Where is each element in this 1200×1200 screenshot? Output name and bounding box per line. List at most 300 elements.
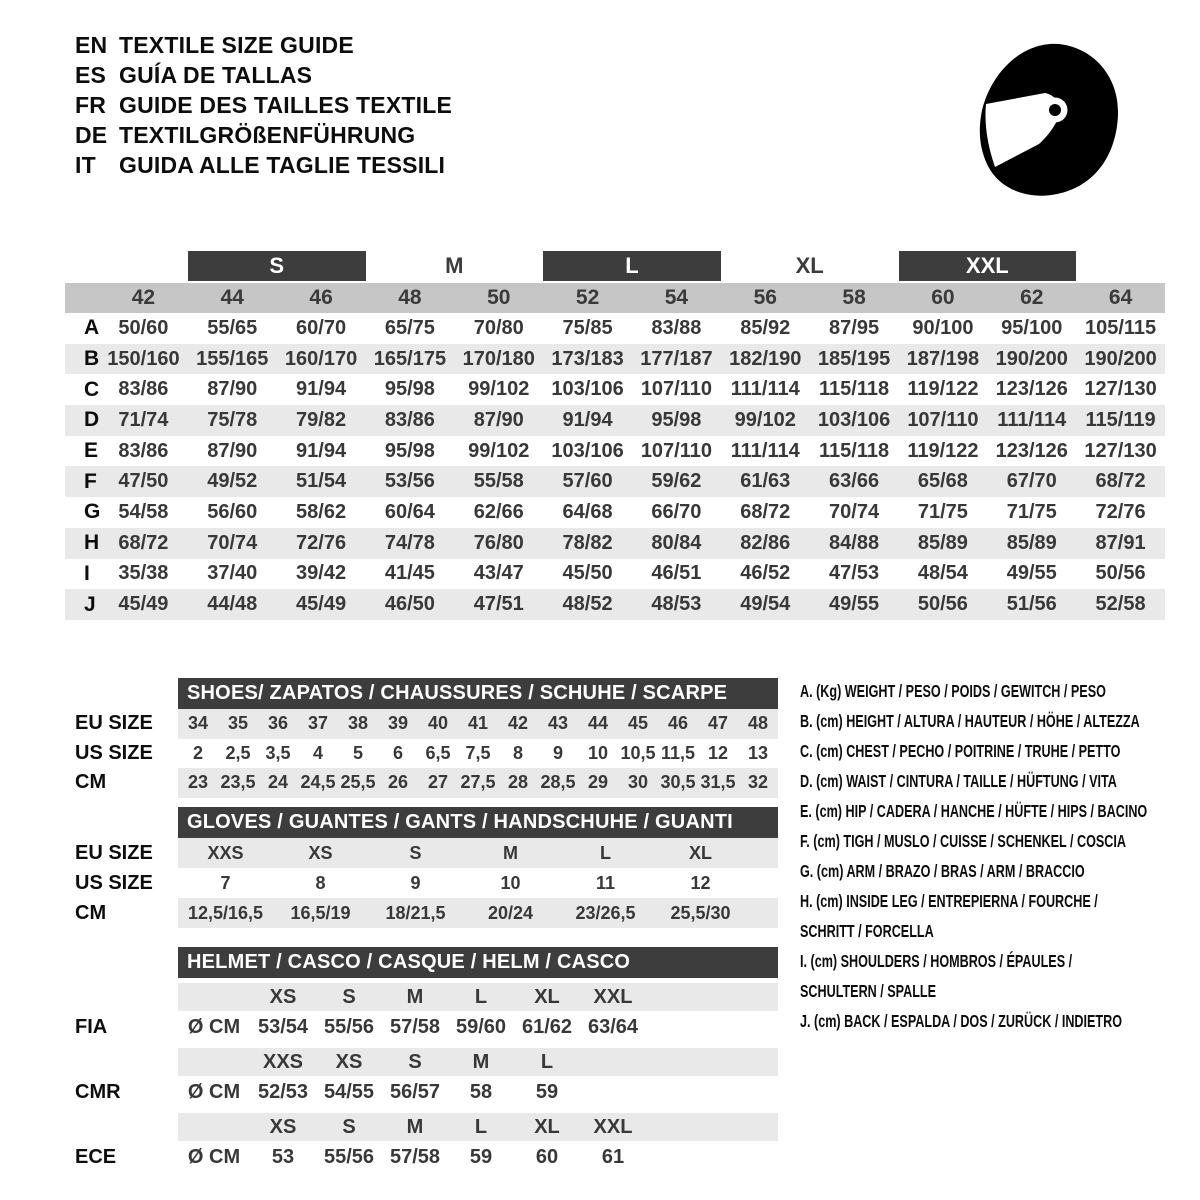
size-value: XS [308,842,333,863]
size-value: 51/54 [296,470,347,493]
size-value: 31,5 [700,772,736,793]
size-value: 60/64 [384,500,435,523]
size-group-xl: XL [795,253,824,278]
textile-size-table [65,251,1165,620]
size-value: 68/72 [118,531,169,554]
size-label: XXS [262,1050,304,1073]
unit-cell: Ø CM [187,1145,241,1168]
column-header: 50 [487,286,511,309]
column-header: 64 [1108,286,1133,309]
size-value: 28,5 [540,772,576,793]
size-value: 74/78 [384,531,435,554]
size-value: 30,5 [660,772,696,793]
racing-helmet-icon [973,40,1125,198]
size-value: 2,5 [225,742,251,763]
size-row [65,868,778,898]
size-value: 62/66 [473,500,524,523]
size-value: 99/102 [468,439,530,462]
helmet-size-header-cmr [65,1048,778,1076]
legend-item-g [800,856,1195,886]
size-group-xxl: XXL [899,251,1077,281]
helmet-value-row-cmr [65,1076,778,1108]
legend-line: H. (cm) INSIDE LEG / ENTREPIERNA / FOURCHE / [800,891,1098,911]
size-value: 50/60 [118,316,169,339]
size-value: 10 [500,872,521,893]
row-label: CM [75,771,107,794]
size-value: 24,5 [300,772,336,793]
size-group-l: L [543,251,721,281]
size-value: 103/106 [551,439,624,462]
size-value: 103/106 [817,408,891,431]
language-title: GUIDE DES TAILLES TEXTILE [119,92,452,118]
size-value: 95/100 [1001,316,1063,339]
language-row [75,90,452,120]
size-value: 71/75 [917,500,968,523]
size-value: 43/47 [473,562,524,585]
row-label: F [84,469,97,493]
size-value: 37/40 [207,562,258,585]
size-value: 70/74 [207,531,258,554]
size-value: 63/64 [587,1015,639,1038]
size-value: 103/106 [551,378,624,401]
size-value: 12,5/16,5 [187,902,264,923]
size-value: 71/75 [1006,500,1057,523]
size-label: XXL [593,1115,633,1138]
size-value: 52/58 [1095,593,1146,616]
size-value: 150/160 [107,347,180,370]
row-label: US SIZE [75,871,153,894]
size-value: 56/60 [207,500,258,523]
size-value: 45/49 [118,593,169,616]
size-value: 105/115 [1084,316,1157,339]
size-value: 9 [410,872,421,893]
size-value: 63/66 [829,470,880,493]
legend-line: E. (cm) HIP / CADERA / HANCHE / HÜFTE / HIPS / BACINO [800,801,1148,821]
size-value: 72/76 [1095,500,1146,523]
size-label: XXL [593,985,633,1008]
size-value: 83/86 [384,408,435,431]
size-value: 57/60 [562,470,613,493]
size-value: 48/54 [917,562,968,585]
size-label: M [406,1115,424,1138]
size-cells [178,1011,778,1043]
language-code: IT [75,152,96,178]
legend-item-c [800,736,1195,766]
size-value: 9 [552,742,563,763]
size-value: 3,5 [265,742,291,763]
size-value: 46/50 [384,593,435,616]
size-value: 48/53 [651,593,702,616]
row-label: E [84,439,99,463]
size-label: M [472,1050,490,1073]
size-value: 173/183 [551,347,624,370]
row-label: B [84,347,100,371]
size-value: 12 [707,742,729,763]
size-value: 60 [535,1145,559,1168]
size-value: 165/175 [373,347,447,370]
size-value: 119/122 [907,378,979,401]
language-title: TEXTILE SIZE GUIDE [119,32,354,58]
column-header: 52 [575,286,600,309]
size-value: 87/91 [1095,531,1146,554]
size-value: 55/58 [473,470,524,493]
size-value: 123/126 [995,439,1068,462]
size-value: 59/60 [455,1015,507,1038]
size-label: XS [269,985,297,1008]
size-cells [178,838,778,868]
size-value: 45/50 [562,562,613,585]
size-value: 123/126 [995,378,1068,401]
size-cells [178,1141,778,1173]
size-value: 76/80 [473,531,524,554]
size-value: 48/52 [562,593,613,616]
size-label: L [474,1115,488,1138]
size-value: 90/100 [912,316,974,339]
size-label: L [474,985,488,1008]
size-label: M [406,985,424,1008]
legend-line: A. (Kg) WEIGHT / PESO / POIDS / GEWITCH / PESO [800,681,1106,701]
size-value: 91/94 [562,408,613,431]
size-value: 39 [387,713,409,734]
row-label: A [84,316,100,340]
size-value: 58/62 [296,500,347,523]
measurement-row-h [65,528,1165,559]
size-value: 55/65 [207,316,258,339]
size-value: 119/122 [907,439,979,462]
size-value: 28 [507,772,529,793]
language-code: FR [75,92,107,118]
size-label: XS [335,1050,363,1073]
size-cells [178,1048,778,1076]
size-value: 111/114 [730,439,800,462]
measurement-row-f [65,466,1165,497]
size-value: 55/56 [323,1145,375,1168]
size-value: 6 [392,742,403,763]
language-code: ES [75,62,107,88]
size-value: 54/58 [118,500,169,523]
column-header: 42 [131,286,156,309]
size-value: 30 [627,772,649,793]
standard-label: ECE [75,1145,117,1168]
size-value: 84/88 [829,531,880,554]
helmet-size-table [65,947,778,1173]
size-value: 58 [469,1080,493,1103]
shoes-section-title: SHOES/ ZAPATOS / CHAUSSURES / SCHUHE / SCARPE [178,678,778,709]
language-code: EN [75,32,108,58]
measurement-row-i [65,559,1165,590]
helmet-value-row-ece [65,1141,778,1173]
language-row [75,120,452,150]
row-label [65,1113,178,1141]
unit-cell: Ø CM [187,1080,241,1103]
size-value: 99/102 [734,408,796,431]
size-value: 34 [187,713,209,734]
size-value: 27,5 [460,772,496,793]
size-value: 170/180 [462,347,535,370]
size-value: 72/76 [296,531,347,554]
size-value: 83/86 [118,439,169,462]
size-value: 51/56 [1006,593,1057,616]
size-value: XXS [207,842,244,863]
size-value: 79/82 [296,408,347,431]
size-value: 10 [587,742,609,763]
size-cells [178,983,778,1011]
size-value: 8 [315,872,326,893]
size-value: 59 [469,1145,493,1168]
helmet-value-row-fia [65,1011,778,1043]
row-label [65,983,178,1011]
row-label: US SIZE [75,741,153,764]
size-value: 57/58 [389,1145,441,1168]
size-value: 35/38 [118,562,169,585]
size-value: 52/53 [257,1080,309,1103]
row-label: EU SIZE [75,712,153,735]
column-header: 44 [220,286,244,309]
measurement-row-d [65,405,1165,436]
size-value: 7 [220,872,231,893]
size-cells [178,739,778,769]
size-value: 23 [187,772,209,793]
legend-item-a [800,676,1195,706]
legend-item-h [800,886,1195,946]
size-value: 46/52 [740,562,791,585]
row-label: EU SIZE [75,841,153,864]
size-value: 41/45 [384,562,435,585]
size-value: 85/89 [1006,531,1057,554]
size-value: 11,5 [660,742,696,763]
size-value: 115/118 [819,439,890,462]
measurement-rows [65,313,1165,620]
legend-line: SCHULTERN / SPALLE [800,981,937,1001]
size-value: 61 [601,1145,625,1168]
size-value: 38 [347,713,369,734]
size-value: 29 [587,772,609,793]
language-title-list [75,30,452,180]
size-value: M [503,842,518,863]
size-value: 27 [427,772,449,793]
size-value: S [409,842,422,863]
legend-item-i [800,946,1195,1006]
gloves-section-title: GLOVES / GUANTES / GANTS / HANDSCHUHE / GUANTI [178,807,778,838]
size-value: 25,5/30 [670,902,731,923]
size-value: 39/42 [296,562,347,585]
size-value: 10,5 [620,742,656,763]
size-row [65,768,778,798]
size-value: 85/92 [740,316,791,339]
size-value: 44 [587,713,609,734]
legend-line: B. (cm) HEIGHT / ALTURA / HAUTEUR / HÖHE / ALTEZZA [800,711,1140,731]
size-value: 35 [227,713,249,734]
size-value: 87/90 [473,408,524,431]
size-value: 16,5/19 [290,902,351,923]
size-value: 12 [690,872,711,893]
size-value: 107/110 [907,408,979,431]
size-value: 85/89 [917,531,968,554]
size-value: 160/170 [284,347,358,370]
size-value: 42 [507,713,529,734]
size-value: 95/98 [651,408,702,431]
size-value: 75/85 [562,316,613,339]
size-value: 53/54 [257,1015,309,1038]
column-header: 54 [664,286,689,309]
size-value: 70/80 [473,316,524,339]
size-value: 177/187 [640,347,713,370]
column-header: 58 [842,286,866,309]
size-cells [178,868,778,898]
size-value: 65/68 [917,470,968,493]
size-value: 185/195 [817,347,891,370]
size-value: 41 [467,713,489,734]
size-value: 49/55 [829,593,880,616]
size-value: 68/72 [740,500,791,523]
size-value: 50/56 [917,593,968,616]
size-value: 46/51 [651,562,702,585]
size-group-m: M [445,253,464,278]
language-row [75,60,452,90]
size-value: 87/95 [829,316,880,339]
size-value: 26 [387,772,409,793]
size-value: 56/57 [389,1080,441,1103]
size-value: 127/130 [1084,439,1157,462]
helmet-size-header-ece [65,1113,778,1141]
standard-label: CMR [75,1080,121,1103]
size-value: 61/62 [521,1015,573,1038]
helmet-size-header-fia [65,983,778,1011]
size-value: 115/118 [819,378,890,401]
size-value: 71/74 [118,408,169,431]
language-title: GUÍA DE TALLAS [119,62,313,88]
size-value: 59 [535,1080,559,1103]
row-label: D [84,408,100,432]
size-cells [178,898,778,928]
size-value: 87/90 [207,378,258,401]
size-value: 107/110 [640,439,713,462]
unit-cell: Ø CM [187,1015,241,1038]
size-value: 111/114 [730,378,800,401]
row-label: G [84,500,101,524]
size-value: 70/74 [829,500,880,523]
size-value: 24 [267,772,289,793]
column-header: 62 [1020,286,1044,309]
measurement-row-j [65,589,1165,620]
size-value: 44/48 [207,593,258,616]
size-value: 5 [352,742,363,763]
legend-item-j [800,1006,1195,1036]
measurement-row-c [65,374,1165,405]
size-value: 23,5 [220,772,256,793]
size-value: 65/75 [384,316,435,339]
size-value: 95/98 [384,378,435,401]
size-value: 2 [192,742,203,763]
size-value: 47/51 [473,593,524,616]
row-label [65,1048,178,1076]
size-group-header [65,251,1165,281]
legend-line: SCHRITT / FORCELLA [800,921,934,941]
size-value: 37 [307,713,329,734]
language-row [75,150,452,180]
size-value: 46 [667,713,689,734]
size-value: 83/86 [118,378,169,401]
size-label: XL [534,1115,560,1138]
size-value: 23/26,5 [575,902,636,923]
size-value: 47 [707,713,729,734]
size-label: XL [534,985,560,1008]
size-row [65,709,778,739]
measurement-row-a [65,313,1165,344]
size-value: 99/102 [468,378,530,401]
size-value: 190/200 [995,347,1068,370]
size-value: 50/56 [1095,562,1146,585]
size-value: 61/63 [740,470,791,493]
size-row [65,898,778,928]
size-value: 64/68 [562,500,613,523]
size-value: 115/119 [1085,408,1156,431]
measurement-row-e [65,436,1165,467]
standard-label: FIA [75,1015,108,1038]
size-value: 78/82 [562,531,613,554]
size-value: 75/78 [207,408,258,431]
size-value: 68/72 [1095,470,1146,493]
column-header: 60 [931,286,955,309]
size-value: 7,5 [465,742,491,763]
legend-line: J. (cm) BACK / ESPALDA / DOS / ZURÜCK / INDIETRO [800,1011,1123,1031]
size-value: 32 [747,772,769,793]
legend-item-b [800,706,1195,736]
size-group-s: S [188,251,366,281]
size-value: 155/165 [196,347,269,370]
size-value: 95/98 [384,439,435,462]
legend-line: I. (cm) SHOULDERS / HOMBROS / ÉPAULES / [800,951,1073,971]
column-header: 46 [309,286,333,309]
size-value: 83/88 [651,316,702,339]
size-value: 190/200 [1084,347,1157,370]
size-value: 91/94 [296,439,347,462]
legend-item-e [800,796,1195,826]
size-value: 127/130 [1084,378,1157,401]
size-value: 80/84 [651,531,702,554]
size-value: 54/55 [323,1080,375,1103]
size-value: 25,5 [340,772,376,793]
size-value: 48 [747,713,769,734]
row-label: C [84,377,100,401]
legend-line: D. (cm) WAIST / CINTURA / TAILLE / HÜFTUNG / VITA [800,771,1117,791]
size-value: 40 [427,713,449,734]
gloves-size-table [65,807,778,928]
language-row [75,30,452,60]
size-value: 107/110 [640,378,713,401]
size-value: 13 [747,742,769,763]
numeric-size-header [65,283,1165,313]
size-value: 55/56 [323,1015,375,1038]
size-value: 4 [312,742,323,763]
size-value: XL [688,842,712,863]
size-cells [178,1076,778,1108]
size-value: 91/94 [296,378,347,401]
size-value: 49/52 [207,470,258,493]
measurement-row-g [65,497,1165,528]
legend-line: C. (cm) CHEST / PECHO / POITRINE / TRUHE / PETTO [800,741,1121,761]
size-label: XS [269,1115,297,1138]
language-title: GUIDA ALLE TAGLIE TESSILI [119,152,446,178]
size-value: 53/56 [384,470,435,493]
size-value: 82/86 [740,531,791,554]
size-value: 18/21,5 [385,902,446,923]
size-label: S [408,1050,422,1073]
size-value: 49/55 [1006,562,1057,585]
size-row [65,838,778,868]
column-header: 48 [398,286,422,309]
size-value: 6,5 [425,742,451,763]
